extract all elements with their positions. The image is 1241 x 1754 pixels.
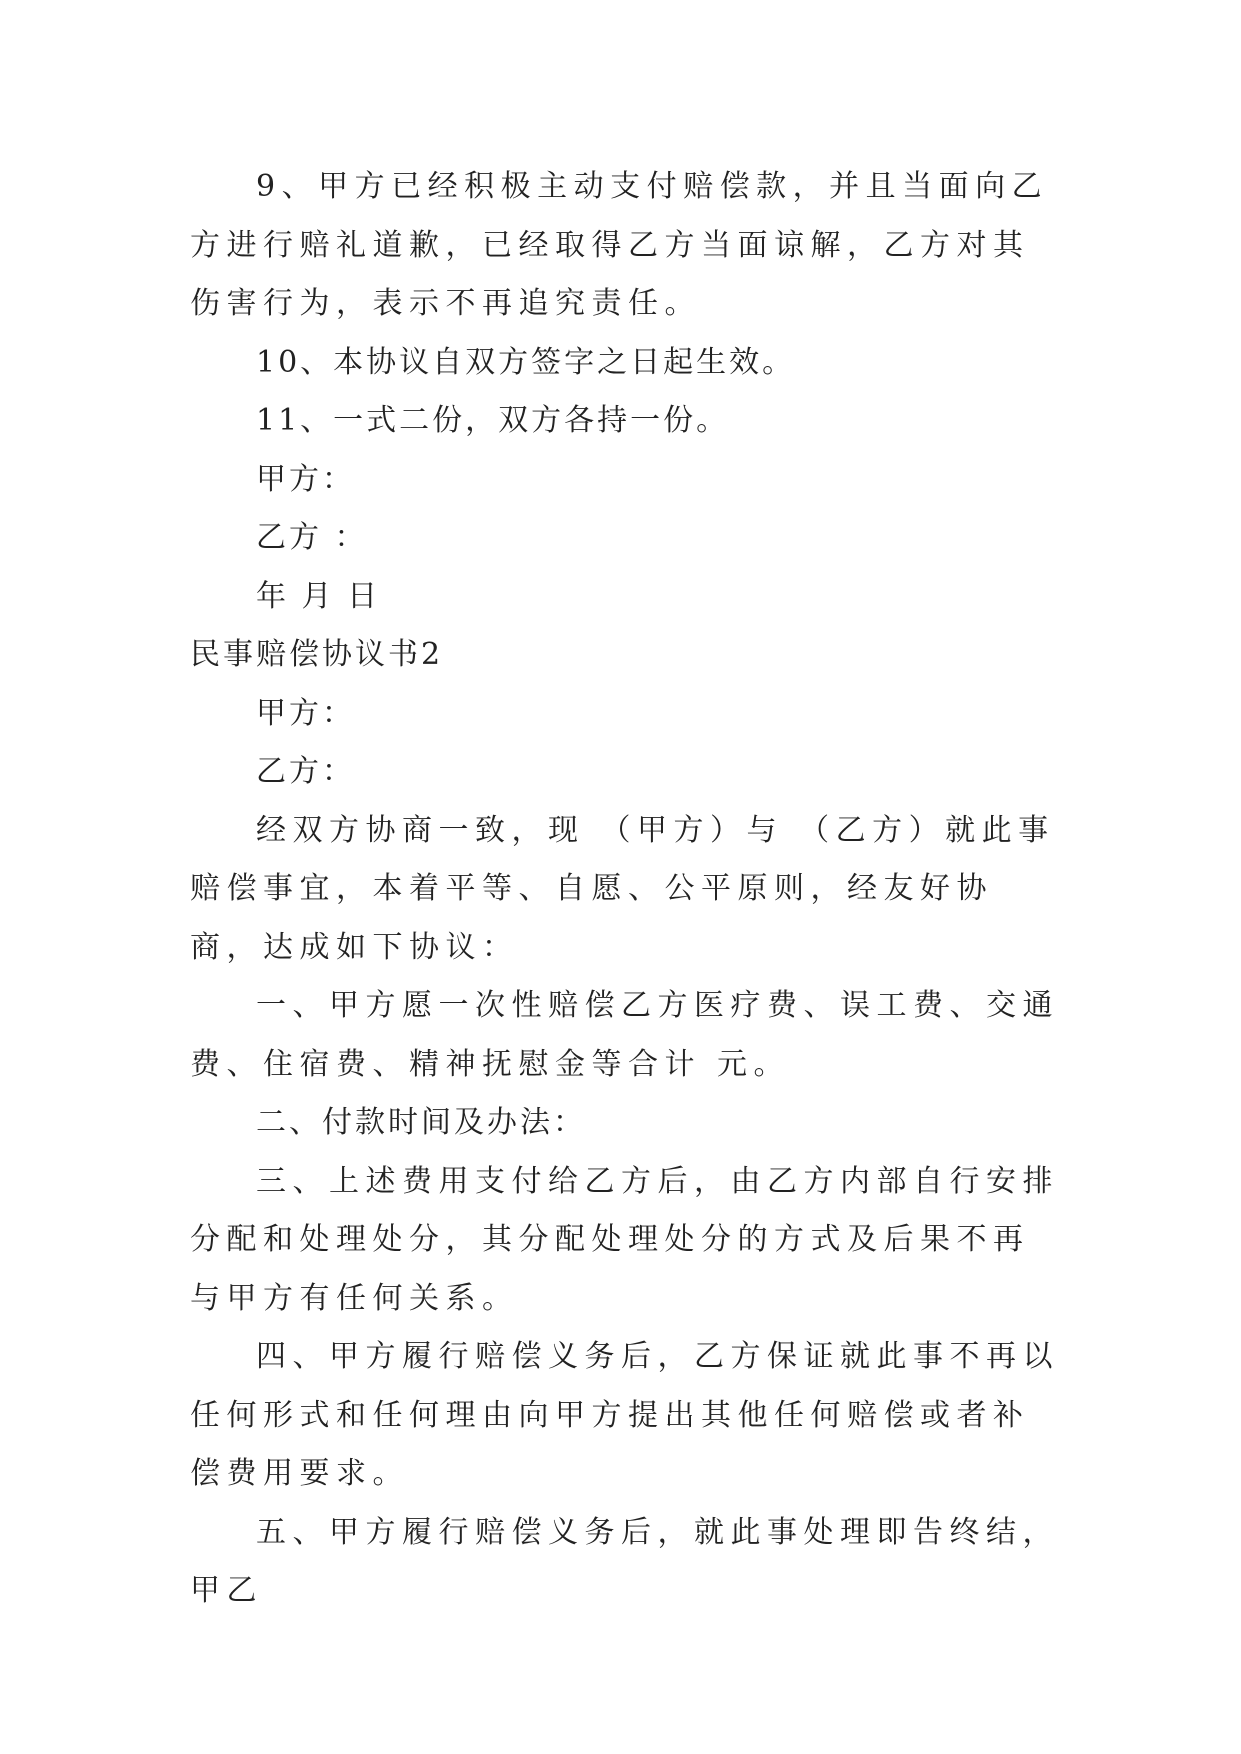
clause-four: 四、甲方履行赔偿义务后，乙方保证就此事不再以任何形式和任何理由向甲方提出其他任何赔偿或者补偿费用要求。 — [190, 1339, 1059, 1491]
party-b-label: 乙方： — [256, 754, 355, 789]
party-a-label: 甲方： — [256, 695, 355, 731]
document-body — [190, 158, 1060, 1621]
clause-11: 11、一式二份，双方各持一份。 — [256, 403, 730, 438]
party-b-signature-label: 乙方 ： — [256, 520, 368, 555]
clause-two: 二、付款时间及办法： — [256, 1105, 586, 1140]
clause-9: 9、甲方已经积极主动支付赔偿款，并且当面向乙方进行赔礼道歉，已经取得乙方当面谅解，乙方对其伤害行为，表示不再追究责任。 — [190, 169, 1049, 321]
clause-five: 五、甲方履行赔偿义务后，就此事处理即告终结，甲乙 — [190, 1514, 1059, 1608]
clause-one: 一、甲方愿一次性赔偿乙方医疗费、误工费、交通费、住宿费、精神抚慰金等合计 元。 — [190, 988, 1059, 1082]
preamble: 经双方协商一致，现 （甲方）与 （乙方）就此事赔偿事宜，本着平等、自愿、公平原则，经友好协商，达成如下协议： — [190, 812, 1055, 965]
clause-three: 三、上述费用支付给乙方后，由乙方内部自行安排分配和处理处分，其分配处理处分的方式及后果不再与甲方有任何关系。 — [190, 1163, 1059, 1316]
party-a-signature-label: 甲方： — [256, 461, 355, 497]
agreement-title: 民事赔偿协议书2 — [190, 637, 444, 672]
date-line: 年 月 日 — [256, 578, 381, 614]
clause-10: 10、本协议自双方签字之日起生效。 — [256, 344, 796, 380]
